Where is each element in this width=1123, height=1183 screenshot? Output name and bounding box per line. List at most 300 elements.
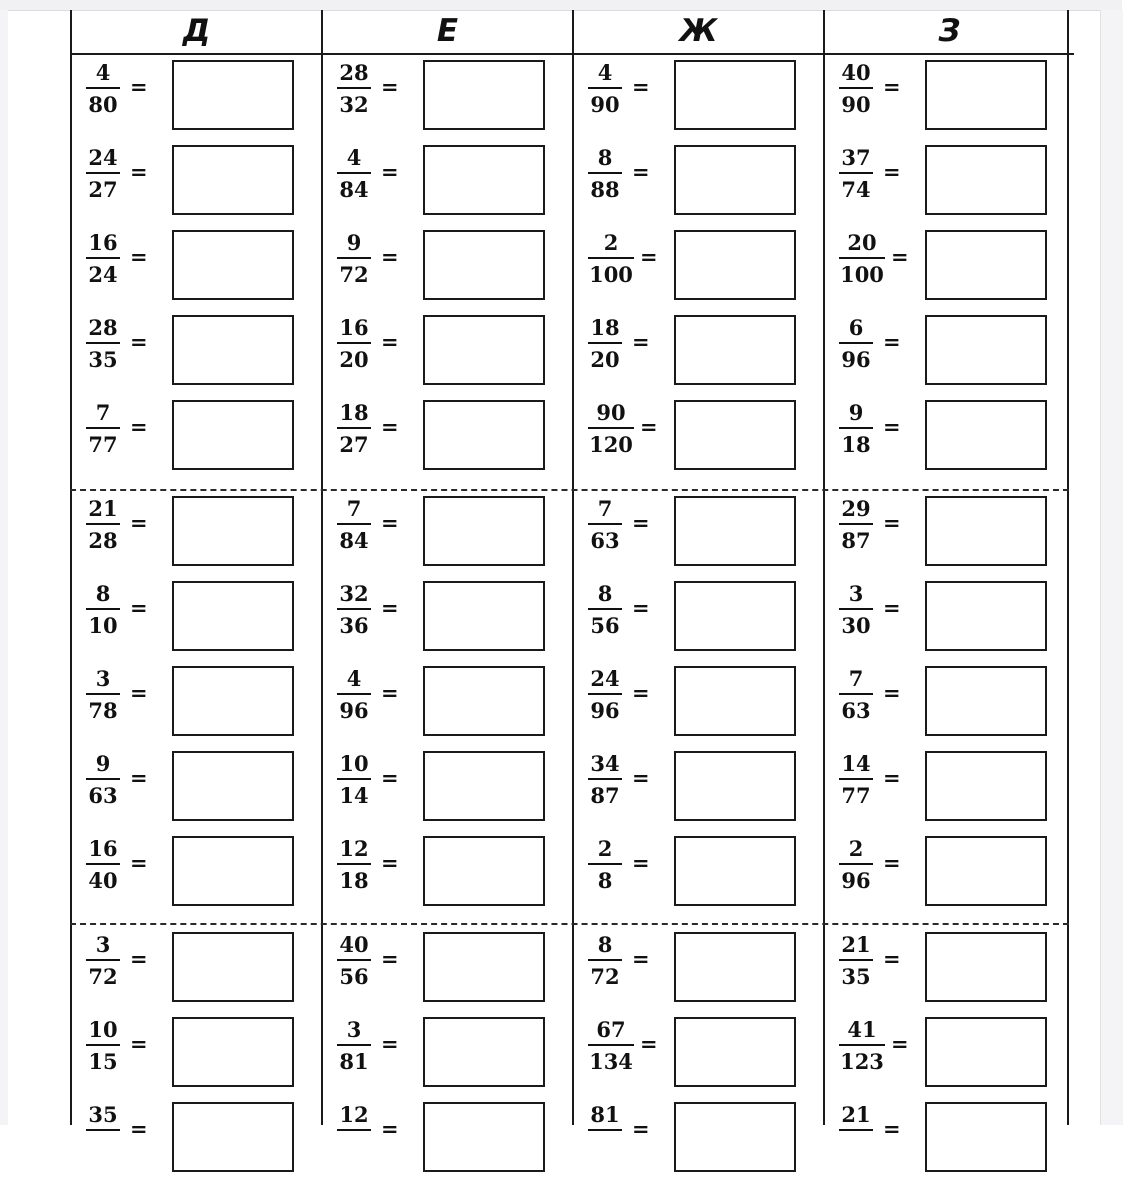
answer-box[interactable]	[674, 496, 796, 566]
fraction	[839, 317, 873, 370]
fraction	[337, 668, 371, 721]
equals-sign: =	[883, 946, 901, 971]
fraction-numerator: 29	[841, 496, 871, 521]
problem-row	[825, 1013, 1074, 1098]
viewer-scrollbar-track[interactable]	[1100, 10, 1123, 1125]
equals-sign: =	[632, 595, 650, 620]
problem-row	[825, 311, 1074, 396]
answer-box[interactable]	[674, 666, 796, 736]
equals-sign: =	[130, 159, 148, 184]
fraction-numerator: 7	[848, 666, 864, 691]
answer-box[interactable]	[423, 751, 545, 821]
equals-sign: =	[130, 1116, 148, 1141]
fraction	[588, 838, 622, 891]
problem-row	[323, 832, 572, 917]
answer-box[interactable]	[172, 751, 294, 821]
fraction-denominator: 24	[88, 262, 118, 287]
fraction-denominator: 28	[88, 528, 118, 553]
equals-sign: =	[130, 850, 148, 875]
equals-sign: =	[632, 159, 650, 184]
answer-box[interactable]	[925, 666, 1047, 736]
fraction-numerator: 7	[95, 400, 111, 425]
fraction	[86, 753, 120, 806]
fraction-numerator: 4	[597, 60, 613, 85]
answer-box[interactable]	[423, 315, 545, 385]
problem-row	[323, 747, 572, 832]
fraction	[588, 934, 622, 987]
problem-row	[825, 396, 1074, 481]
fraction-worksheet-table	[70, 10, 1069, 1141]
answer-box[interactable]	[172, 230, 294, 300]
equals-sign: =	[381, 1031, 399, 1056]
equals-sign: =	[883, 850, 901, 875]
fraction-denominator: 74	[841, 177, 871, 202]
fraction	[588, 753, 622, 806]
answer-box[interactable]	[925, 581, 1047, 651]
fraction-numerator: 37	[841, 145, 871, 170]
answer-box[interactable]	[423, 230, 545, 300]
fraction-denominator: 81	[339, 1049, 369, 1074]
answer-box[interactable]	[674, 1102, 796, 1172]
fraction-denominator: 56	[339, 964, 369, 989]
fraction-denominator: 100	[589, 262, 633, 287]
equals-sign: =	[883, 1116, 901, 1141]
problem-row	[323, 492, 572, 577]
problem-row	[574, 396, 823, 481]
fraction	[337, 232, 371, 285]
fraction-numerator: 3	[346, 1017, 362, 1042]
fraction-denominator: 30	[841, 613, 871, 638]
answer-box[interactable]	[172, 1017, 294, 1087]
equals-sign: =	[632, 850, 650, 875]
fraction-denominator: 96	[841, 347, 871, 372]
fraction-numerator: 6	[848, 315, 864, 340]
fraction-numerator: 2	[603, 230, 619, 255]
fraction	[839, 498, 873, 551]
answer-box[interactable]	[925, 751, 1047, 821]
problem-row	[323, 928, 572, 1013]
answer-box[interactable]	[925, 836, 1047, 906]
equals-sign: =	[381, 946, 399, 971]
problem-row	[72, 141, 321, 226]
equals-sign: =	[381, 244, 399, 269]
answer-box[interactable]	[674, 932, 796, 1002]
problem-row	[825, 492, 1074, 577]
fraction	[86, 317, 120, 370]
equals-sign: =	[130, 595, 148, 620]
fraction	[839, 668, 873, 721]
fraction-bar	[839, 1129, 873, 1131]
fraction	[86, 934, 120, 987]
answer-box[interactable]	[172, 315, 294, 385]
answer-box[interactable]	[423, 496, 545, 566]
fraction	[588, 668, 622, 721]
fraction	[337, 1104, 371, 1136]
answer-box[interactable]	[674, 145, 796, 215]
answer-box[interactable]	[674, 1017, 796, 1087]
problem-row	[323, 141, 572, 226]
answer-box[interactable]	[925, 1017, 1047, 1087]
fraction-numerator: 2	[848, 836, 864, 861]
problem-row	[574, 311, 823, 396]
answer-box[interactable]	[423, 932, 545, 1002]
fraction-denominator: 20	[339, 347, 369, 372]
fraction	[588, 62, 622, 115]
fraction	[839, 934, 873, 987]
column-header: Ж	[574, 10, 823, 55]
problem-row	[323, 1098, 572, 1183]
fraction-numerator: 24	[590, 666, 620, 691]
fraction-numerator: 9	[95, 751, 111, 776]
fraction-bar	[337, 1129, 371, 1131]
fraction-numerator: 16	[88, 230, 118, 255]
fraction	[337, 583, 371, 636]
answer-box[interactable]	[925, 932, 1047, 1002]
problem-row	[825, 577, 1074, 662]
fraction	[839, 583, 873, 636]
fraction	[86, 62, 120, 115]
problem-row	[574, 928, 823, 1013]
fraction-numerator: 12	[339, 1102, 369, 1127]
fraction-denominator: 96	[841, 868, 871, 893]
problem-row	[72, 226, 321, 311]
viewer-left-margin	[0, 10, 8, 1125]
fraction	[86, 583, 120, 636]
fraction-numerator: 32	[339, 581, 369, 606]
equals-sign: =	[381, 329, 399, 354]
answer-box[interactable]	[674, 315, 796, 385]
problem-row	[72, 1013, 321, 1098]
fraction	[337, 317, 371, 370]
problem-row	[574, 662, 823, 747]
fraction-denominator: 10	[88, 613, 118, 638]
fraction-denominator: 36	[339, 613, 369, 638]
fraction-denominator: 35	[841, 964, 871, 989]
fraction-denominator: 27	[88, 177, 118, 202]
equals-sign: =	[883, 595, 901, 620]
equals-sign: =	[130, 414, 148, 439]
problem-row	[574, 492, 823, 577]
equals-sign: =	[883, 329, 901, 354]
equals-sign: =	[632, 680, 650, 705]
fraction-denominator: 77	[88, 432, 118, 457]
answer-box[interactable]	[925, 1102, 1047, 1172]
equals-sign: =	[381, 74, 399, 99]
equals-sign: =	[130, 680, 148, 705]
fraction	[839, 402, 873, 455]
fraction-numerator: 8	[597, 932, 613, 957]
fraction	[588, 317, 622, 370]
column-header: Е	[323, 10, 572, 55]
answer-box[interactable]	[172, 581, 294, 651]
problem-row	[574, 141, 823, 226]
equals-sign: =	[130, 74, 148, 99]
fraction	[839, 232, 885, 285]
equals-sign: =	[632, 765, 650, 790]
problem-row	[825, 832, 1074, 917]
answer-box[interactable]	[423, 1102, 545, 1172]
equals-sign: =	[381, 850, 399, 875]
fraction	[86, 838, 120, 891]
problem-row	[72, 396, 321, 481]
fraction-denominator: 77	[841, 783, 871, 808]
equals-sign: =	[640, 414, 658, 439]
problem-row	[72, 928, 321, 1013]
problem-row	[825, 1098, 1074, 1183]
fraction-denominator: 18	[841, 432, 871, 457]
fraction-numerator: 10	[339, 751, 369, 776]
answer-box[interactable]	[925, 145, 1047, 215]
answer-box[interactable]	[674, 836, 796, 906]
fraction-denominator: 134	[589, 1049, 633, 1074]
fraction-numerator: 40	[339, 932, 369, 957]
equals-sign: =	[381, 1116, 399, 1141]
fraction-denominator: 32	[339, 92, 369, 117]
fraction-denominator: 56	[590, 613, 620, 638]
answer-box[interactable]	[423, 145, 545, 215]
fraction-numerator: 21	[841, 1102, 871, 1127]
equals-sign: =	[883, 159, 901, 184]
fraction	[337, 753, 371, 806]
fraction-numerator: 8	[597, 145, 613, 170]
fraction-numerator: 20	[847, 230, 877, 255]
fraction-denominator: 63	[590, 528, 620, 553]
fraction-denominator: 87	[590, 783, 620, 808]
answer-box[interactable]	[172, 400, 294, 470]
fraction-denominator: 20	[590, 347, 620, 372]
equals-sign: =	[632, 329, 650, 354]
fraction	[839, 62, 873, 115]
fraction-denominator: 27	[339, 432, 369, 457]
fraction-denominator: 72	[339, 262, 369, 287]
column-header: З	[825, 10, 1074, 55]
fraction-denominator: 90	[841, 92, 871, 117]
equals-sign: =	[632, 1116, 650, 1141]
column-header: Д	[72, 10, 321, 55]
answer-box[interactable]	[423, 1017, 545, 1087]
fraction-denominator: 72	[590, 964, 620, 989]
problem-row	[72, 492, 321, 577]
fraction-numerator: 7	[597, 496, 613, 521]
fraction-numerator: 21	[88, 496, 118, 521]
column-2	[321, 10, 572, 1141]
equals-sign: =	[130, 244, 148, 269]
fraction-numerator: 14	[841, 751, 871, 776]
fraction-numerator: 28	[339, 60, 369, 85]
fraction-denominator: 84	[339, 177, 369, 202]
fraction-numerator: 41	[847, 1017, 877, 1042]
fraction	[588, 498, 622, 551]
fraction	[86, 147, 120, 200]
fraction	[588, 402, 634, 455]
equals-sign: =	[883, 414, 901, 439]
problem-row	[72, 577, 321, 662]
problem-row	[323, 396, 572, 481]
fraction-denominator: 72	[88, 964, 118, 989]
equals-sign: =	[381, 595, 399, 620]
fraction	[839, 147, 873, 200]
equals-sign: =	[130, 765, 148, 790]
fraction-bar	[86, 1129, 120, 1131]
fraction	[86, 1019, 120, 1072]
fraction	[86, 1104, 120, 1136]
problem-row	[825, 56, 1074, 141]
problem-row	[72, 1098, 321, 1183]
fraction-denominator: 63	[88, 783, 118, 808]
column-1	[72, 10, 321, 1141]
fraction	[86, 232, 120, 285]
problem-row	[574, 832, 823, 917]
fraction-denominator: 87	[841, 528, 871, 553]
fraction	[337, 1019, 371, 1072]
fraction-denominator: 8	[597, 868, 613, 893]
fraction-denominator: 88	[590, 177, 620, 202]
fraction	[337, 147, 371, 200]
fraction	[588, 147, 622, 200]
answer-box[interactable]	[674, 230, 796, 300]
answer-box[interactable]	[172, 836, 294, 906]
group-separator-line	[70, 923, 1069, 925]
problem-row	[323, 56, 572, 141]
fraction-numerator: 21	[841, 932, 871, 957]
fraction-denominator: 123	[840, 1049, 884, 1074]
equals-sign: =	[891, 244, 909, 269]
fraction	[839, 1104, 873, 1136]
fraction	[839, 838, 873, 891]
fraction-numerator: 18	[590, 315, 620, 340]
fraction-numerator: 9	[848, 400, 864, 425]
answer-box[interactable]	[925, 315, 1047, 385]
problem-row	[72, 832, 321, 917]
problem-row	[72, 747, 321, 832]
answer-box[interactable]	[674, 400, 796, 470]
fraction-numerator: 24	[88, 145, 118, 170]
equals-sign: =	[883, 510, 901, 535]
fraction-numerator: 16	[339, 315, 369, 340]
equals-sign: =	[640, 1031, 658, 1056]
equals-sign: =	[381, 680, 399, 705]
fraction-numerator: 7	[346, 496, 362, 521]
answer-box[interactable]	[925, 496, 1047, 566]
fraction-numerator: 3	[95, 666, 111, 691]
equals-sign: =	[883, 74, 901, 99]
column-4	[823, 10, 1074, 1141]
equals-sign: =	[640, 244, 658, 269]
fraction	[337, 934, 371, 987]
answer-box[interactable]	[172, 1102, 294, 1172]
fraction-denominator: 84	[339, 528, 369, 553]
fraction-denominator: 14	[339, 783, 369, 808]
fraction-numerator: 4	[95, 60, 111, 85]
problem-row	[825, 141, 1074, 226]
fraction	[86, 498, 120, 551]
fraction	[86, 668, 120, 721]
answer-box[interactable]	[925, 230, 1047, 300]
problem-row	[323, 662, 572, 747]
equals-sign: =	[632, 946, 650, 971]
problem-row	[323, 577, 572, 662]
fraction-denominator: 35	[88, 347, 118, 372]
answer-box[interactable]	[925, 400, 1047, 470]
fraction-numerator: 35	[88, 1102, 118, 1127]
equals-sign: =	[381, 159, 399, 184]
fraction-numerator: 90	[596, 400, 626, 425]
problem-row	[72, 311, 321, 396]
fraction-denominator: 96	[339, 698, 369, 723]
answer-box[interactable]	[172, 145, 294, 215]
fraction-numerator: 8	[95, 581, 111, 606]
problem-row	[72, 56, 321, 141]
answer-box[interactable]	[674, 751, 796, 821]
equals-sign: =	[632, 74, 650, 99]
fraction	[337, 402, 371, 455]
fraction	[588, 232, 634, 285]
problem-row	[825, 226, 1074, 311]
answer-box[interactable]	[925, 60, 1047, 130]
fraction	[86, 402, 120, 455]
equals-sign: =	[883, 765, 901, 790]
problem-row	[574, 226, 823, 311]
fraction-denominator: 18	[339, 868, 369, 893]
equals-sign: =	[891, 1031, 909, 1056]
answer-box[interactable]	[423, 60, 545, 130]
answer-box[interactable]	[423, 581, 545, 651]
fraction-numerator: 40	[841, 60, 871, 85]
problem-row	[825, 928, 1074, 1013]
fraction	[588, 1104, 622, 1136]
fraction-numerator: 4	[346, 145, 362, 170]
equals-sign: =	[381, 414, 399, 439]
equals-sign: =	[130, 946, 148, 971]
fraction-numerator: 10	[88, 1017, 118, 1042]
fraction	[337, 838, 371, 891]
problem-row	[323, 1013, 572, 1098]
fraction-numerator: 81	[590, 1102, 620, 1127]
fraction-numerator: 8	[597, 581, 613, 606]
answer-box[interactable]	[423, 666, 545, 736]
fraction	[588, 583, 622, 636]
equals-sign: =	[883, 680, 901, 705]
problem-row	[574, 577, 823, 662]
fraction-numerator: 2	[597, 836, 613, 861]
answer-box[interactable]	[172, 932, 294, 1002]
problem-row	[323, 226, 572, 311]
equals-sign: =	[381, 510, 399, 535]
fraction-denominator: 100	[840, 262, 884, 287]
equals-sign: =	[130, 1031, 148, 1056]
fraction-denominator: 96	[590, 698, 620, 723]
equals-sign: =	[632, 510, 650, 535]
fraction-numerator: 4	[346, 666, 362, 691]
answer-box[interactable]	[423, 400, 545, 470]
fraction-bar	[588, 1129, 622, 1131]
fraction-numerator: 12	[339, 836, 369, 861]
fraction	[337, 498, 371, 551]
answer-box[interactable]	[172, 666, 294, 736]
fraction-numerator: 28	[88, 315, 118, 340]
answer-box[interactable]	[674, 60, 796, 130]
answer-box[interactable]	[674, 581, 796, 651]
fraction-denominator: 90	[590, 92, 620, 117]
answer-box[interactable]	[172, 496, 294, 566]
fraction-numerator: 3	[848, 581, 864, 606]
equals-sign: =	[381, 765, 399, 790]
answer-box[interactable]	[172, 60, 294, 130]
fraction-denominator: 120	[589, 432, 633, 457]
fraction-denominator: 63	[841, 698, 871, 723]
answer-box[interactable]	[423, 836, 545, 906]
fraction	[839, 1019, 885, 1072]
